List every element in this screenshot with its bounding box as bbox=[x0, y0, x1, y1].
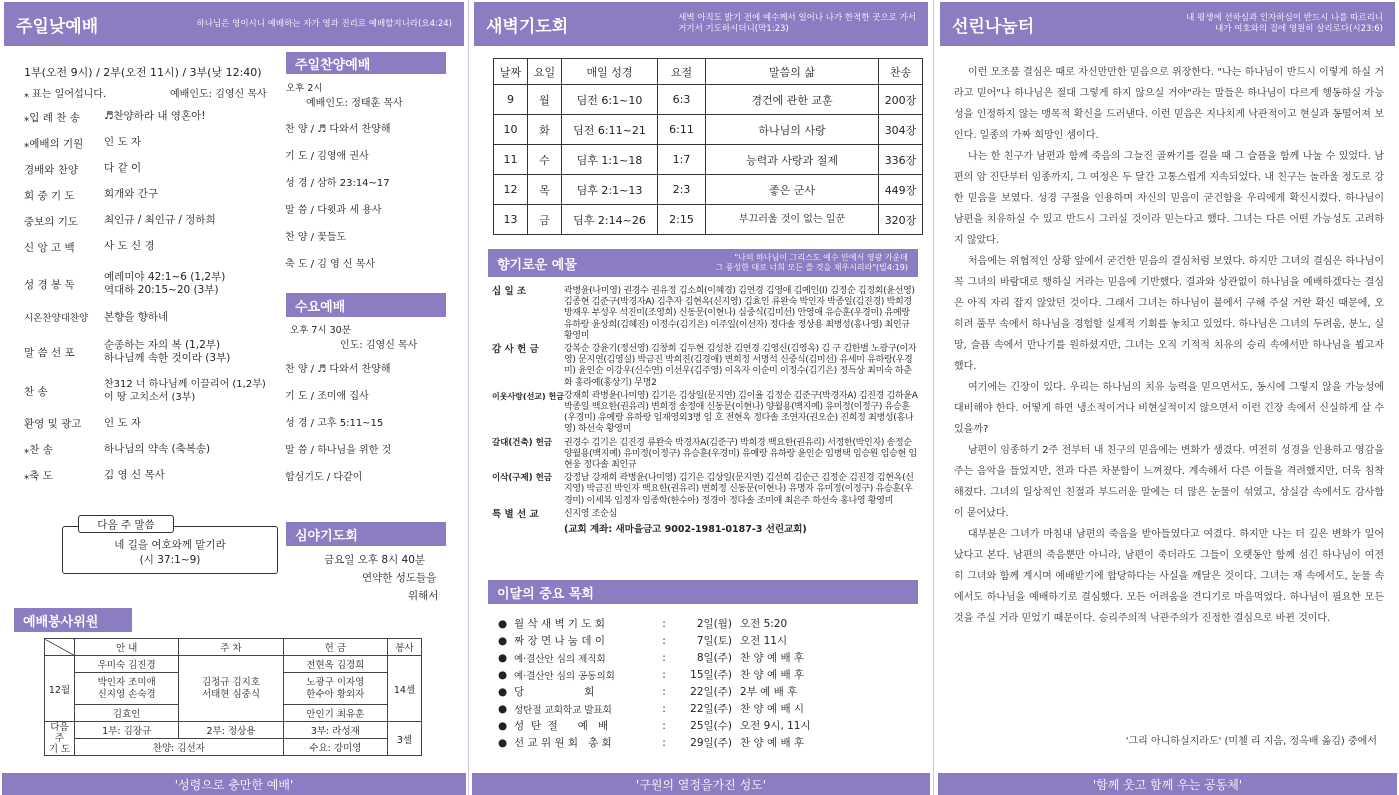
order-row: 경배와 찬양 다 같 이 bbox=[24, 162, 142, 176]
table-cell: 좋은 군사 bbox=[706, 175, 879, 205]
wednesday-service-leader: 인도: 김영신 목사 bbox=[340, 340, 418, 351]
header-cell: 주 차 bbox=[179, 639, 283, 656]
bullet-icon: ● bbox=[498, 617, 508, 630]
hymn-service-header: 주일찬양예배 bbox=[286, 52, 446, 74]
table-cell: 9 bbox=[494, 85, 528, 115]
offering-row: 이웃사랑(선교) 헌금 강재희 곽병윤(나미영) 김기은 김상일(문지연) 김이율 김정순 김준구(박경자A) 김진경 김하윤A 박종일 백요한(권유리) 변희정 송정애 신동문(이현나) 양월용(백지예) 유미정(이정구) 유승훈(우경미) 유예랑 유하랑 임재영외3명 임 호 전현옥 정다솔 조연자(권오순) 진희정 최병성(홍나영) 하선숙 황영미 bbox=[492, 390, 918, 435]
page-footer: '성령으로 충만한 예배' bbox=[2, 773, 466, 795]
table-row bbox=[45, 722, 422, 739]
hymn-service-leader: 예배인도: 정태훈 목사 bbox=[306, 98, 403, 109]
table-cell: 200장 bbox=[879, 85, 923, 115]
section-verse: 내 평생에 선하심과 인자하심이 반드시 나를 따르리니 내가 여호와의 집에 영원히 살리로다(시23:6) bbox=[1186, 13, 1383, 34]
colon: : bbox=[662, 634, 666, 647]
table-cell: 딤후 2:1~13 bbox=[562, 175, 658, 205]
offering-verse: "나의 하나님이 그리스도 예수 안에서 영광 가운데 그 풍성한 대로 너희 모든 쓸 것을 채우시리라"(빌4:19) bbox=[715, 253, 908, 272]
order-row: 신 앙 고 백 사 도 신 경 bbox=[24, 240, 155, 254]
order-row: 찬 송 찬312 너 하나님께 이끌리어 (1,2부) 이 땅 고치소서 (3부) bbox=[24, 379, 266, 403]
table-row bbox=[494, 175, 923, 205]
hymn-order bbox=[285, 120, 455, 282]
table-cell: 14셀 bbox=[388, 656, 422, 722]
service-times: 1부(오전 9시) / 2부(오전 11시) / 3부(낮 12:40) bbox=[24, 66, 262, 79]
night-prayer-time: 금요일 오후 8시 40분 bbox=[324, 554, 426, 566]
essay-paragraph: 여기에는 긴장이 있다. 우리는 하나님의 치유 능력을 믿으면서도, 동시에 그렇지 않을 가능성에 대비해야 한다. 어떻게 하면 냉소적이거나 비현실적이지 않으면서 이런 긴장 속에서 신실하게 살 수 있을까? bbox=[954, 382, 1384, 435]
order-row: 중보의 기도 최인규 / 최인규 / 정하희 bbox=[24, 214, 216, 228]
bullet-icon: ● bbox=[498, 736, 508, 749]
offering-row: 갈대(건축) 헌금 권경수 김기은 김진경 류완숙 박경자A(김준구) 박희경 백요한(권유리) 서정한(박인자) 송정순 양월용(백지예) 유미정(이정구) 유승훈(우경미) 유예랑 유하랑 윤인순 임병택 임승원 임승현 임현웅 정다솔 최인규 bbox=[492, 437, 917, 471]
table-cell: 월 bbox=[528, 85, 562, 115]
table-cell: 우미숙 김진경 bbox=[75, 656, 179, 673]
table-cell: 2:3 bbox=[658, 175, 706, 205]
table-cell: 3셀 bbox=[388, 722, 422, 756]
table-cell: 3부: 라성재 bbox=[283, 722, 387, 739]
essay-body bbox=[954, 62, 1384, 629]
table-row bbox=[494, 115, 923, 145]
table-cell: 목 bbox=[528, 175, 562, 205]
table-cell: 딤전 6:11~21 bbox=[562, 115, 658, 145]
bullet-icon: ● bbox=[498, 634, 508, 647]
table-cell: 13 bbox=[494, 205, 528, 235]
table-cell: 김효인 bbox=[75, 705, 179, 722]
table-row bbox=[45, 656, 422, 673]
order-row: 성 경 / 고후 5:11~15 bbox=[285, 418, 384, 429]
header-cell: 요일 bbox=[528, 59, 562, 85]
order-row: 말 씀 / 다윗과 세 용사 bbox=[285, 205, 382, 216]
section-title: 선린나눔터 bbox=[952, 16, 1035, 37]
header-cell: 봉사 bbox=[388, 639, 422, 656]
order-row: ⁎예배의 기원 인 도 자 bbox=[24, 136, 142, 150]
corner-cell bbox=[45, 639, 75, 656]
event-row: ● 성탄절 교회학교 발표회 : 22일(주) 찬 양 예 배 시 bbox=[498, 702, 805, 716]
order-row: ⁎찬 송 하나님의 약속 (축복송) bbox=[24, 442, 211, 456]
section-verse: 새벽 아직도 밝기 전에 예수께서 일어나 나가 한적한 곳으로 가서 거기서 기도하시더니(막1:23) bbox=[678, 13, 916, 34]
colon: : bbox=[662, 668, 666, 681]
next-prayer-cell: 다음주 기 도 bbox=[45, 722, 75, 756]
offering-row: 십 일 조 곽병윤(나미영) 권경수 권유정 김소희(이혜경) 김연경 김영애 김예인(I) 김정순 김정회(윤선영) 김종현 김준구(박경자A) 김추자 김현옥(신지영) 김효인 류완숙 박인자 박종일(김진경) 박희경 방재우 부성우 석진미(조영희) 신동문(이현나) 심중식(김미선) 안영애 유승훈(우경미) 유예랑 유하랑 윤상희(김혜진) 이정수(김기은) 이주일(이선자) 정다솔 정상용 최병성(홍나영) 최인규 황영미 bbox=[492, 286, 915, 341]
order-row: 기 도 / 조미애 집사 bbox=[285, 391, 369, 402]
table-cell: 화 bbox=[528, 115, 562, 145]
section-verse: 하나님은 영이시니 예배하는 자가 영과 진리로 예배할지니라(요4:24) bbox=[196, 18, 452, 29]
night-prayer-header: 심야기도회 bbox=[286, 522, 446, 546]
offering-row: 감 사 헌 금 강복순 강윤기(정선영) 김창희 김두현 김성찬 김연경 김영신(김영옥) 김 구 김한별 노광구(이자영) 문지연(김영실) 박금진 박희진(김경애) 변희정 서명석 신중식(김미선) 유세미 유하랑(우경미) 윤인순 이강우(신수연) 이선우(김주영) 이옥자 이순미 이정수(김기은) 정득상 최미숙 하춘화 홍라예(홍상기) 무명2 bbox=[492, 344, 917, 388]
wednesday-order bbox=[285, 360, 455, 495]
table-cell: 딤전 6:1~10 bbox=[562, 85, 658, 115]
table-cell: 경건에 관한 교훈 bbox=[706, 85, 879, 115]
month-cell: 12월 bbox=[45, 656, 75, 722]
event-row: ● 예·결산안 심의 제직회 : 8일(주) 찬 양 예 배 후 bbox=[498, 651, 805, 665]
offering-title: 향기로운 예물 bbox=[497, 257, 577, 273]
colon: : bbox=[662, 617, 666, 630]
left-column bbox=[0, 0, 468, 795]
essay-paragraph: 나는 한 친구가 남편과 함께 죽음의 그늘진 골짜기를 걸을 때 그 슬픔을 함께 나눌 수 있었다. 남편의 암 진단부터 임종까지, 그 여정은 두 달간 고통스럽게 지속되었다. 내 친구는 놀라울 정도로 강한 믿음을 보였다. 성경 구절을 인용하며 자신의 믿음이 굳건함을 우리에게 확신시켰다. 하나님이 남편을 치유하실 수 있고 반드시 그러실 것이라 믿는다고 했다. 그녀는 다른 어떤 가능성도 고려하지 않았다. bbox=[954, 151, 1384, 246]
section-title: 새벽기도회 bbox=[486, 16, 569, 37]
order-row: 말 씀 / 하나님을 위한 것 bbox=[285, 445, 392, 456]
bullet-icon: ● bbox=[498, 702, 508, 715]
volunteers-header: 예배봉사위원 bbox=[14, 608, 132, 632]
order-row: 회 중 기 도 회개와 간구 bbox=[24, 188, 159, 202]
stand-note: ⁎ 표는 일어섭니다. bbox=[24, 89, 107, 100]
order-row: ⁎축 도 김 영 신 목사 bbox=[24, 468, 165, 482]
header-cell: 날짜 bbox=[494, 59, 528, 85]
offering-list bbox=[492, 286, 920, 535]
table-cell: 딤후 1:1~18 bbox=[562, 145, 658, 175]
order-row: 찬 양 / ♬ 다와서 찬양해 bbox=[285, 364, 391, 375]
order-row: 말 씀 선 포 순종하는 자의 복 (1,2부) 하나님께 속한 것이라 (3부) bbox=[24, 339, 231, 364]
table-cell: 수 bbox=[528, 145, 562, 175]
order-row: 합심기도 / 다같이 bbox=[285, 472, 363, 483]
table-cell: 하나님의 사랑 bbox=[706, 115, 879, 145]
table-cell: 능력과 사랑과 절제 bbox=[706, 145, 879, 175]
table-cell: 부끄러울 것이 없는 일꾼 bbox=[706, 205, 879, 235]
table-cell: 노광구 이자영 한수아 황외자 bbox=[283, 673, 387, 705]
next-week-verse bbox=[62, 526, 278, 574]
night-prayer-line2: 연약한 성도들을 bbox=[362, 572, 437, 584]
volunteers-table bbox=[44, 638, 422, 756]
offering-header bbox=[488, 249, 918, 277]
table-cell: 안인기 최유훈 bbox=[283, 705, 387, 722]
event-row: ● 성 탄 절 예 배 : 25일(수) 오전 9시, 11시 bbox=[498, 719, 811, 732]
bullet-icon: ● bbox=[498, 668, 508, 681]
colon: : bbox=[662, 685, 666, 698]
table-row bbox=[45, 639, 422, 656]
night-prayer-line3: 위해서 bbox=[408, 590, 439, 602]
bullet-icon: ● bbox=[498, 651, 508, 664]
table-cell: 336장 bbox=[879, 145, 923, 175]
bullet-icon: ● bbox=[498, 685, 508, 698]
service-leader: 예배인도: 김영신 목사 bbox=[170, 89, 267, 100]
events-header: 이달의 중요 목회 bbox=[488, 580, 918, 604]
essay-paragraph: 처음에는 위협적인 상황 앞에서 굳건한 믿음의 결심처럼 보였다. 하지만 그녀의 결심은 하나님이 꼭 그녀의 바람대로 행하실 거라는 믿음에 기반했다. 결과와 상관없이 하나님을 예배하겠다는 결심은 아직 자리 잡지 않았던 것이다. 그래서 그녀는 하나님이 불에서 구해 주실 거란 확신 때문에, 오히려 풀무 속에서 하나님을 경험할 실제적 기회를 놓치고 있었다. 하나님은 그녀의 두려움, 분노, 실망, 슬픔 속에서 만나기를 원하셨지만, 그녀는 오직 기적적 치유의 승리 속에서만 하나님을 뵙고자 했다. bbox=[954, 256, 1384, 372]
table-cell: 6:3 bbox=[658, 85, 706, 115]
order-row: 찬 양 / 꽃들도 bbox=[285, 232, 347, 243]
middle-column bbox=[470, 0, 932, 795]
colon: : bbox=[662, 702, 666, 715]
order-row: 찬 양 / ♬ 다와서 찬양해 bbox=[285, 124, 391, 135]
event-row: ● 짜 장 면 나 눔 데 이 : 7일(토) 오전 11시 bbox=[498, 634, 788, 647]
header-cell: 헌 금 bbox=[283, 639, 387, 656]
next-verse-ref: (시 37:1~9) bbox=[139, 554, 201, 566]
header-cell: 말씀의 삶 bbox=[706, 59, 879, 85]
table-cell: 전현옥 김경희 bbox=[283, 656, 387, 673]
table-cell: 11 bbox=[494, 145, 528, 175]
essay-source: '그리 아니하실지라도' (미첼 리 지음, 정옥배 옮김) 중에서 bbox=[1125, 736, 1377, 747]
event-row: ● 월 삭 새 벽 기 도 회 : 2일(월) 오전 5:20 bbox=[498, 617, 788, 630]
wednesday-service-header: 수요예배 bbox=[286, 293, 446, 317]
table-row bbox=[45, 739, 422, 756]
table-cell: 2:15 bbox=[658, 205, 706, 235]
table-cell: 320장 bbox=[879, 205, 923, 235]
event-row: ● 예·결산안 심의 공동의회 : 15일(주) 찬 양 예 배 후 bbox=[498, 668, 805, 682]
colon: : bbox=[662, 651, 666, 664]
page-footer: '함께 웃고 함께 우는 공동체' bbox=[938, 773, 1397, 795]
wednesday-service-time: 오후 7시 30분 bbox=[290, 325, 351, 336]
bible-reading-table bbox=[493, 58, 923, 235]
table-cell: 딤후 2:14~26 bbox=[562, 205, 658, 235]
dawn-prayer-header bbox=[474, 2, 928, 46]
next-verse-text: 네 길을 여호와께 맡기라 bbox=[114, 539, 226, 551]
worship-order bbox=[24, 110, 280, 488]
table-cell: 12 bbox=[494, 175, 528, 205]
essay-paragraph: 대부분은 그녀가 마침내 남편의 죽음을 받아들였다고 여겼다. 하지만 나는 더 깊은 변화가 일어났다고 본다. 남편의 죽음뿐만 아니라, 남편이 죽더라도 그들이 오랫동안 함께 섬긴 하나님이 여전히 그녀와 함께 계시며 예배받기에 합당하다는 사실을 깨달은 것이다. 그녀는 재 속에서도, 눈물 속에서도 하나님을 예배하기로 결심했다. 모든 어려움을 견디기로 마음먹었다. 하나님이 필요한 모든 것을 주실 거라 믿었기 때문이다. 승리주의적 낙관주의가 진정한 결심으로 바뀐 것이다. bbox=[954, 529, 1384, 624]
right-column bbox=[936, 0, 1399, 795]
table-cell: 449장 bbox=[879, 175, 923, 205]
table-row bbox=[494, 85, 923, 115]
event-row: ● 당 회 : 22일(주) 2부 예 배 후 bbox=[498, 685, 798, 698]
offering-row: 이삭(구제) 헌금 강정남 강재희 곽병윤(나미영) 김기은 김상일(문지연) 김선희 김순근 김정순 김진경 김현옥(신지영) 박금진 박인자 백요한(권유리) 변희정 신동문(이현나) 유명자 유미정(이정구) 유승훈(우경미) 이세복 임정자 임종학(한수아) 정경아 정다솔 조미애 최은주 하선숙 홍나영 황영미 bbox=[492, 473, 914, 506]
section-title: 주일낮예배 bbox=[16, 16, 99, 37]
table-cell: 박인자 조미애 신지영 손숙경 bbox=[75, 673, 179, 705]
order-row: 성 경 봉 독 예레미야 42:1~6 (1,2부) 역대하 20:15~20 (3부) bbox=[24, 271, 226, 296]
bullet-icon: ● bbox=[498, 719, 508, 732]
page-footer: '구원의 열정을가진 성도' bbox=[472, 773, 930, 795]
table-cell: 10 bbox=[494, 115, 528, 145]
table-row bbox=[494, 59, 923, 85]
header-cell: 안 내 bbox=[75, 639, 179, 656]
colon: : bbox=[662, 719, 666, 732]
header-cell: 요절 bbox=[658, 59, 706, 85]
sunday-service-header bbox=[4, 2, 464, 46]
table-row bbox=[494, 145, 923, 175]
order-row: ⁎입 례 찬 송 ♬찬양하라 내 영혼아! bbox=[24, 110, 206, 124]
table-cell: 수요: 강미영 bbox=[283, 739, 387, 756]
event-row: ● 선 교 위 원 회 총 회 : 29일(주) 찬 양 예 배 후 bbox=[498, 736, 805, 749]
table-cell: 금 bbox=[528, 205, 562, 235]
table-cell: 6:11 bbox=[658, 115, 706, 145]
table-cell: 2부: 정상용 bbox=[179, 722, 283, 739]
essay-paragraph: 이런 모조품 결심은 때로 자신만만한 믿음으로 위장한다. "나는 하나님이 반드시 이렇게 하실 거라고 믿어"나 하나님은 절대 그렇게 하지 않으실 거야"라는 말들은 하나님이 다르게 행동하실 가능성을 인정하지 않는 맹목적 확신을 드러낸다. 이런 믿음은 지나치게 낙관적이고 현실과 동떨어져 보인다. 일종의 가짜 희망인 셈이다. bbox=[954, 67, 1384, 141]
hymn-service-time: 오후 2시 bbox=[286, 83, 323, 94]
bank-account: (교회 계좌: 새마을금고 9002-1981-0187-3 선린교회) bbox=[564, 524, 807, 536]
table-cell: 1부: 김장규 bbox=[75, 722, 179, 739]
table-cell: 김정규 김지호 서태현 심중식 bbox=[179, 656, 283, 722]
order-row: 시온찬양대찬양 본향을 향하네 bbox=[24, 310, 169, 324]
order-row: 성 경 / 삼하 23:14~17 bbox=[285, 178, 390, 189]
table-cell: 찬양: 김선자 bbox=[75, 739, 284, 756]
table-cell: 304장 bbox=[879, 115, 923, 145]
table-cell: 1:7 bbox=[658, 145, 706, 175]
colon: : bbox=[662, 736, 666, 749]
essay-paragraph: 남편이 임종하기 2주 전부터 내 친구의 믿음에는 변화가 생겼다. 여전히 성경을 인용하고 영감을 주는 음악을 들었지만, 전과 다른 차분함이 느껴졌다. 계속해서 다른 이들을 격려했지만, 더욱 침착해졌다. 그녀의 일상적인 친절과 부드러운 말에는 더 많은 눈물이 섞였고, 상실감 속에서도 감사함이 묻어났다. bbox=[954, 445, 1384, 519]
order-row: 환영 및 광고 인 도 자 bbox=[24, 416, 142, 430]
table-row bbox=[494, 205, 923, 235]
order-row: 축 도 / 김 영 신 목사 bbox=[285, 259, 376, 270]
order-row: 기 도 / 김영애 권사 bbox=[285, 151, 369, 162]
events-list bbox=[498, 615, 918, 751]
sharing-header bbox=[940, 2, 1395, 46]
next-week-label: 다음 주 말씀 bbox=[78, 515, 174, 533]
header-cell: 찬송 bbox=[879, 59, 923, 85]
offering-row: 특 별 선 교 신지영 조순심 bbox=[492, 508, 617, 520]
header-cell: 매일 성경 bbox=[562, 59, 658, 85]
